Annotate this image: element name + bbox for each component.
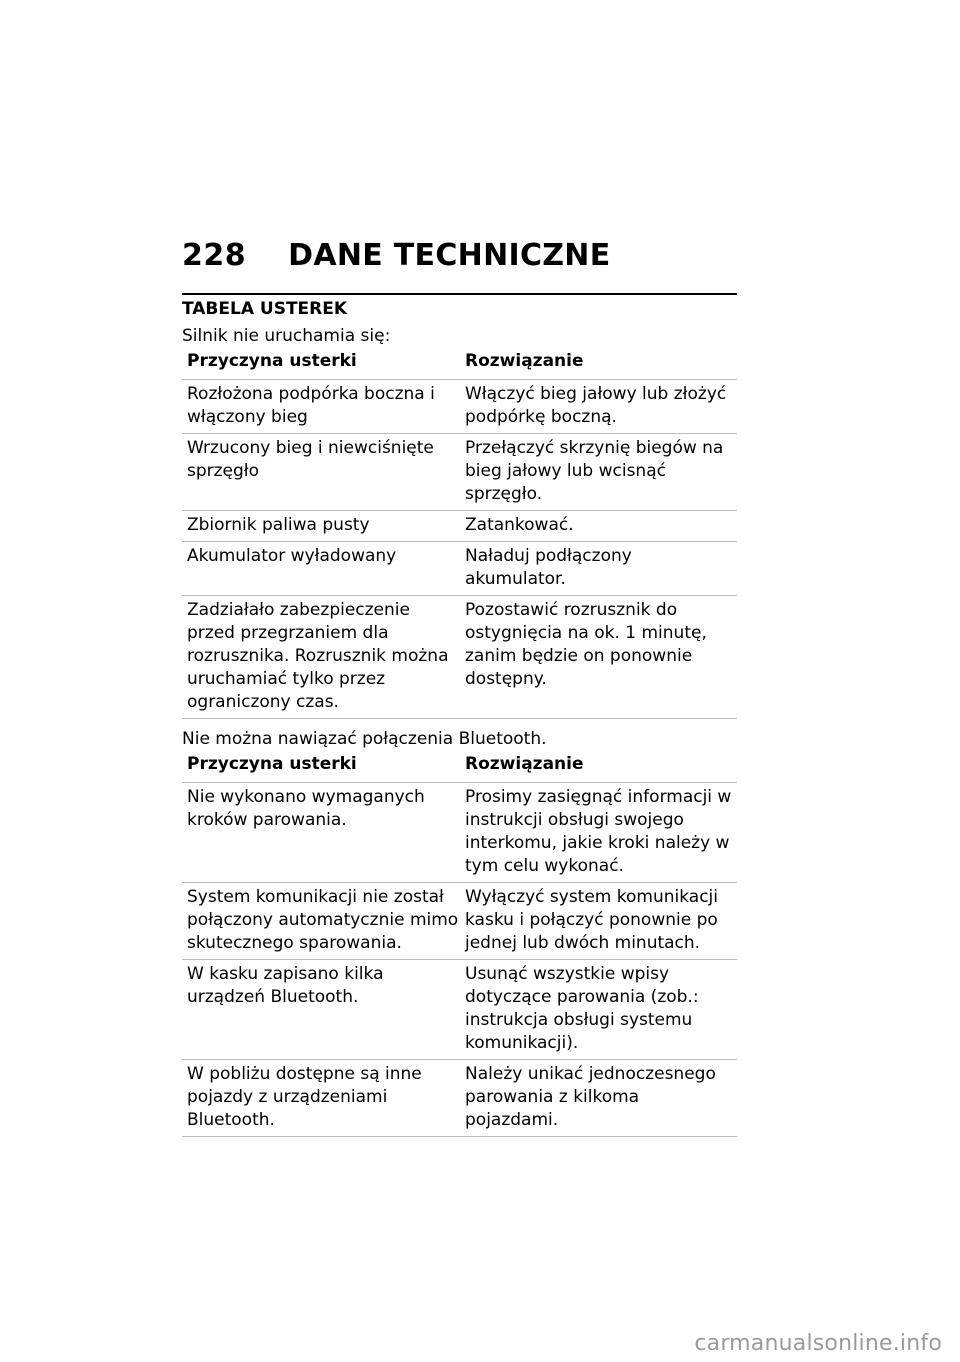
- table-row: [182, 542, 737, 596]
- cause-cell: W pobliżu dostępne są inne pojazdy z urządzeniami Bluetooth.: [182, 1060, 460, 1137]
- page-number: 228: [182, 238, 247, 273]
- fault-table-engine: [182, 350, 737, 719]
- solution-cell: Włączyć bieg jałowy lub złożyć podpórkę boczną.: [460, 380, 737, 434]
- table-row: [182, 783, 737, 883]
- cause-cell: Rozłożona podpórka boczna i włączony bieg: [182, 380, 460, 434]
- table-row: [182, 511, 737, 542]
- cause-cell: Zadziałało zabezpieczenie przed przegrzaniem dla rozrusznika. Rozrusznik można uruchamiać tylko przez ograniczony czas.: [182, 596, 460, 719]
- table-row: [182, 596, 737, 719]
- column-header-solution: Rozwiązanie: [460, 350, 737, 380]
- solution-cell: Przełączyć skrzynię biegów na bieg jałowy lub wcisnąć sprzęgło.: [460, 434, 737, 511]
- table-row: [182, 434, 737, 511]
- solution-cell: Wyłączyć system komunikacji kasku i połączyć ponownie po jednej lub dwóch minutach.: [460, 883, 737, 960]
- table-row: [182, 1060, 737, 1137]
- solution-cell: Należy unikać jednoczesnego parowania z kilkoma pojazdami.: [460, 1060, 737, 1137]
- table-intro-engine: Silnik nie uruchamia się:: [182, 326, 391, 346]
- table-header-row: [182, 350, 737, 380]
- cause-cell: W kasku zapisano kilka urządzeń Bluetooth.: [182, 960, 460, 1060]
- fault-table-bluetooth: [182, 753, 737, 1137]
- header-divider: [182, 293, 737, 295]
- table-row: [182, 380, 737, 434]
- solution-cell: Pozostawić rozrusznik do ostygnięcia na ok. 1 minutę, zanim będzie on ponownie dostępny.: [460, 596, 737, 719]
- section-title: TABELA USTEREK: [182, 299, 348, 319]
- page-content: [182, 297, 737, 1137]
- solution-cell: Usunąć wszystkie wpisy dotyczące parowania (zob.: instrukcja obsługi systemu komunikacji).: [460, 960, 737, 1060]
- table-row: [182, 883, 737, 960]
- column-header-cause: Przyczyna usterki: [182, 753, 460, 783]
- cause-cell: Zbiornik paliwa pusty: [182, 511, 460, 542]
- table-row: [182, 960, 737, 1060]
- cause-cell: Wrzucony bieg i niewciśnięte sprzęgło: [182, 434, 460, 511]
- column-header-cause: Przyczyna usterki: [182, 350, 460, 380]
- cause-cell: Nie wykonano wymaganych kroków parowania.: [182, 783, 460, 883]
- solution-cell: Prosimy zasięgnąć informacji w instrukcji obsługi swojego interkomu, jakie kroki należy w tym celu wykonać.: [460, 783, 737, 883]
- table-header-row: [182, 753, 737, 783]
- table-intro-bluetooth: Nie można nawiązać połączenia Bluetooth.: [182, 729, 547, 749]
- page-title: DANE TECHNICZNE: [288, 238, 611, 273]
- page-header: [182, 238, 611, 273]
- solution-cell: Zatankować.: [460, 511, 737, 542]
- column-header-solution: Rozwiązanie: [460, 753, 737, 783]
- solution-cell: Naładuj podłączony akumulator.: [460, 542, 737, 596]
- cause-cell: System komunikacji nie został połączony automatycznie mimo skutecznego sparowania.: [182, 883, 460, 960]
- cause-cell: Akumulator wyładowany: [182, 542, 460, 596]
- watermark-link[interactable]: carmanualsonline.info: [694, 1331, 942, 1356]
